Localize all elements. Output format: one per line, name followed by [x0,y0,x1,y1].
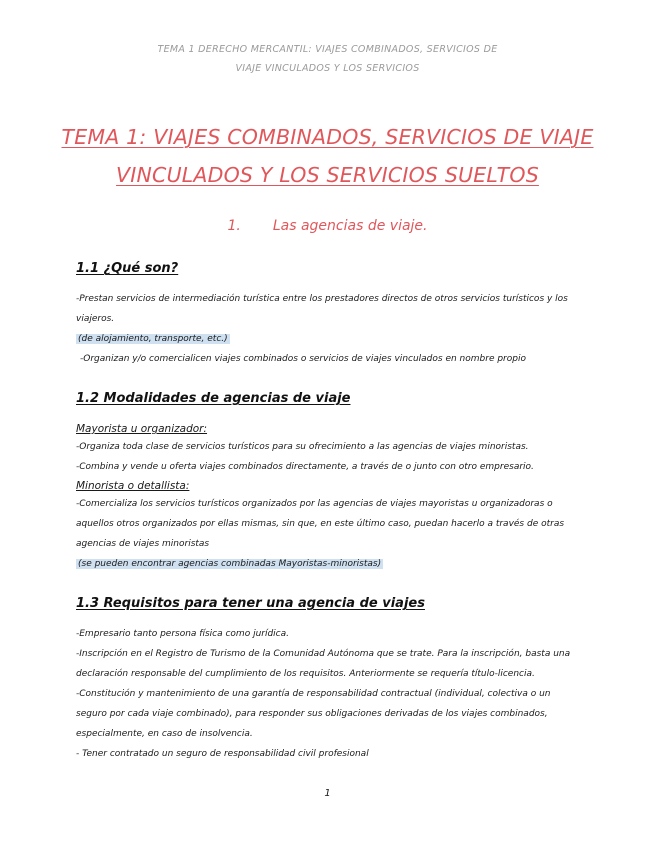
text-line: viajeros. [76,314,115,324]
heading-requisitos: 1.3 Requisitos para tener una agencia de viajes [76,596,425,611]
highlighted-note: (de alojamiento, transporte, etc.) [78,334,228,344]
heading-que-son: 1.1 ¿Qué son? [76,261,179,276]
page-header [0,40,655,78]
text-line: -Prestan servicios de intermediación turística entre los prestadores directos de otros servicios turísticos y los [76,294,568,304]
section-heading [0,218,655,234]
paragraph-minorista [76,494,578,574]
text-line: -Comercializa los servicios turísticos organizados por las agencias de viajes mayoristas u organizadoras o [76,499,553,509]
header-line-1: TEMA 1 DERECHO MERCANTIL: VIAJES COMBINADOS, SERVICIOS DE [157,44,498,55]
heading-modalidades: 1.2 Modalidades de agencias de viaje [76,391,351,406]
subheading-minorista: Minorista o detallista: [76,480,190,492]
text-line: -Constitución y mantenimiento de una garantía de responsabilidad contractual (individual, colectiva o un [76,689,551,699]
text-line: -Organizan y/o comercialicen viajes combinados o servicios de viajes vinculados en nombre propio [80,354,526,364]
paragraph-mayorista [76,437,578,477]
highlighted-note: (se pueden encontrar agencias combinadas Mayoristas-minoristas) [78,559,382,569]
text-line: -Empresario tanto persona física como jurídica. [76,629,290,639]
section-label: Las agencias de viaje. [272,218,428,234]
text-line: declaración responsable del cumplimiento de los requisitos. Anteriormente se requería título-licencia. [76,669,535,679]
text-line: aquellos otros organizados por ellas mismas, sin que, en este último caso, puedan hacerlo a través de otras [76,519,565,529]
text-line: -Organiza toda clase de servicios turísticos para su ofrecimiento a las agencias de viajes minoristas. [76,442,529,452]
text-line: especialmente, en caso de insolvencia. [76,729,253,739]
text-line: seguro por cada viaje combinado), para responder sus obligaciones derivadas de los viajes combinados, [76,709,548,719]
paragraph-que-son [76,289,578,369]
page-number: 1 [324,788,331,799]
document-title [40,118,615,194]
text-line: -Inscripción en el Registro de Turismo de la Comunidad Autónoma que se trate. Para la inscripción, basta una [76,649,571,659]
subheading-mayorista: Mayorista u organizador: [76,423,208,435]
title-line-2: VINCULADOS Y LOS SERVICIOS SUELTOS [116,163,539,187]
text-line: -Combina y vende u oferta viajes combinados directamente, a través de o junto con otro empresario. [76,462,534,472]
title-line-1: TEMA 1: VIAJES COMBINADOS, SERVICIOS DE VIAJE [61,125,594,149]
text-line: agencias de viajes minoristas [76,539,210,549]
section-number: 1. [227,218,241,234]
paragraph-requisitos [76,624,581,764]
text-line: - Tener contratado un seguro de responsabilidad civil profesional [76,749,369,759]
header-line-2: VIAJE VINCULADOS Y LOS SERVICIOS [235,63,420,74]
